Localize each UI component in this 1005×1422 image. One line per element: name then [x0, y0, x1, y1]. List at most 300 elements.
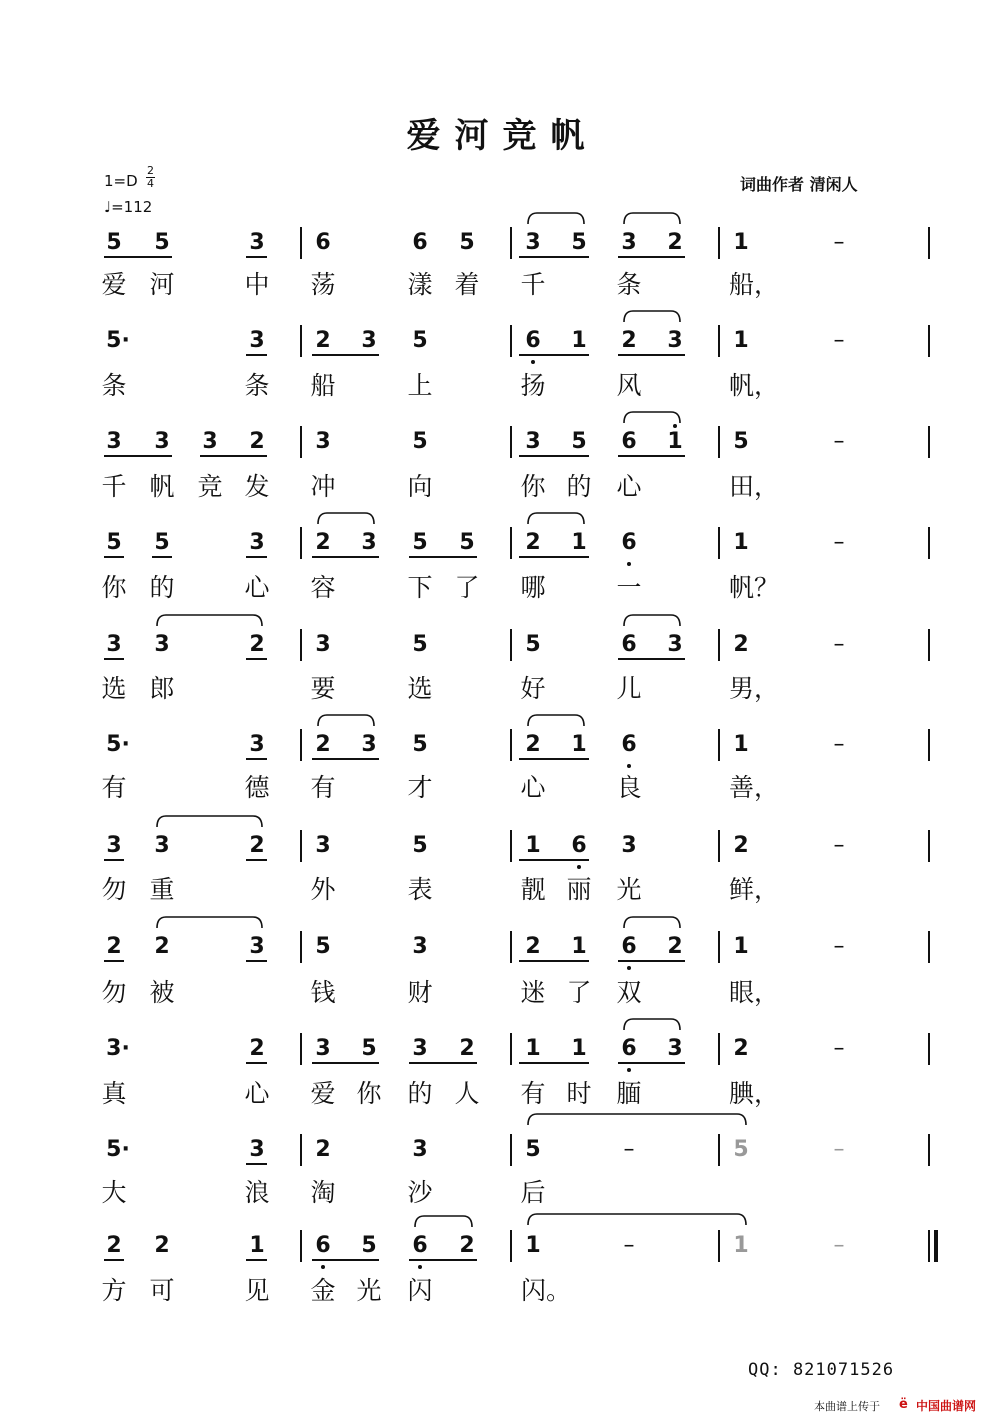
lyric-syllable: 后: [520, 1178, 546, 1207]
lyric-syllable: 儿: [616, 674, 642, 703]
beam-underline: [312, 1062, 379, 1064]
note: 5: [525, 632, 541, 657]
note: 2: [459, 1036, 475, 1061]
page-title: 爱河竞帆: [406, 116, 599, 156]
note: 3: [361, 732, 377, 757]
lyric-syllable: 腆，: [729, 1079, 780, 1108]
octave-dot-below: [627, 562, 631, 566]
lyric-syllable: 闪: [407, 1276, 433, 1305]
note: 5: [106, 230, 122, 255]
note: 2: [154, 934, 170, 959]
lyric-syllable: 善，: [729, 773, 780, 802]
beam-underline: [519, 256, 589, 258]
note: 2: [459, 1233, 475, 1258]
bar-line: [510, 1134, 512, 1166]
lyric-syllable: 要: [310, 674, 336, 703]
lyric-syllable: 上: [407, 371, 433, 400]
note: 2: [315, 732, 331, 757]
beam-underline: [104, 256, 172, 258]
note: 3: [412, 1036, 428, 1061]
note: 3: [315, 632, 331, 657]
beam-underline: [104, 556, 124, 558]
lyric-syllable: 的: [566, 472, 592, 501]
lyric-syllable: 选: [101, 674, 127, 703]
slur: [156, 915, 263, 929]
note: 2: [249, 833, 265, 858]
note: 1: [733, 530, 749, 555]
lyric-syllable: 勿: [101, 875, 127, 904]
note: 2: [733, 632, 749, 657]
bar-line: [510, 227, 512, 259]
site-logo-icon: ё: [899, 1397, 908, 1412]
slur: [317, 511, 375, 525]
lyric-syllable: 扬: [520, 371, 546, 400]
note: 3: [106, 632, 122, 657]
note: 6: [621, 632, 637, 657]
note: 1: [571, 1036, 587, 1061]
bar-line: [928, 1134, 930, 1166]
tempo-value: =112: [111, 198, 153, 216]
note: 5·: [106, 328, 130, 353]
note: 6: [621, 732, 637, 757]
slur: [527, 511, 585, 525]
lyric-syllable: 条: [244, 371, 270, 400]
note: 6: [412, 1233, 428, 1258]
lyric-syllable: 丽: [566, 875, 592, 904]
beam-underline: [246, 1259, 267, 1261]
lyric-syllable: 你: [520, 472, 546, 501]
note: 5: [412, 328, 428, 353]
lyric-syllable: 心: [616, 472, 642, 501]
note: 2: [106, 1233, 122, 1258]
beam-underline: [618, 354, 685, 356]
lyric-syllable: 见: [244, 1276, 270, 1305]
note: 5: [733, 429, 749, 454]
lyric-syllable: 金: [310, 1276, 336, 1305]
note: 3: [525, 230, 541, 255]
note: 5: [733, 1137, 749, 1162]
bar-line: [718, 729, 720, 761]
note: 5: [154, 530, 170, 555]
note: 3: [667, 632, 683, 657]
note: 5: [361, 1233, 377, 1258]
lyric-syllable: 有: [520, 1079, 546, 1108]
beam-underline: [519, 556, 589, 558]
octave-dot-below: [577, 865, 581, 869]
note: 1: [249, 1233, 265, 1258]
note: 5: [412, 530, 428, 555]
tie: [527, 1212, 747, 1226]
note: 1: [733, 328, 749, 353]
octave-dot-below: [531, 360, 535, 364]
site-logo-text: 中国曲谱网: [916, 1399, 977, 1413]
bar-line: [510, 1230, 512, 1262]
sustain-dash: –: [833, 732, 845, 757]
lyric-syllable: 财: [407, 978, 433, 1007]
bar-line: [718, 227, 720, 259]
lyric-syllable: 鲜，: [729, 875, 780, 904]
note: 1: [733, 732, 749, 757]
bar-line: [718, 629, 720, 661]
lyric-syllable: 漾: [407, 270, 433, 299]
note: 3: [249, 328, 265, 353]
bar-line: [718, 325, 720, 357]
lyric-syllable: 千: [520, 270, 546, 299]
note: 3: [412, 1137, 428, 1162]
bar-line: [928, 931, 930, 963]
note: 6: [621, 1036, 637, 1061]
slur: [527, 713, 585, 727]
lyric-syllable: 容: [310, 573, 336, 602]
lyric-syllable: 的: [149, 573, 175, 602]
bar-line: [928, 325, 930, 357]
bar-line: [928, 830, 930, 862]
lyric-syllable: 腼: [616, 1079, 642, 1108]
lyric-syllable: 光: [356, 1276, 382, 1305]
lyric-syllable: 靓: [520, 875, 546, 904]
beam-underline: [519, 859, 589, 861]
octave-dot-below: [321, 1265, 325, 1269]
beam-underline: [618, 256, 685, 258]
lyric-syllable: 一: [616, 573, 642, 602]
lyric-syllable: 中: [244, 270, 270, 299]
note: 1: [571, 934, 587, 959]
lyric-syllable: 双: [616, 978, 642, 1007]
beam-underline: [519, 1062, 589, 1064]
note: 2: [667, 934, 683, 959]
sustain-dash: –: [833, 632, 845, 657]
lyric-syllable: 淘: [310, 1178, 336, 1207]
note: 3: [106, 429, 122, 454]
bar-line: [300, 729, 302, 761]
note: 2: [525, 530, 541, 555]
note: 6: [315, 230, 331, 255]
beam-underline: [246, 256, 267, 258]
lyric-syllable: 才: [407, 773, 433, 802]
beam-underline: [618, 960, 685, 962]
lyric-syllable: 心: [244, 1079, 270, 1108]
note: 2: [249, 429, 265, 454]
bar-line: [928, 629, 930, 661]
note: 5: [361, 1036, 377, 1061]
slur: [623, 613, 681, 627]
tie: [527, 1112, 747, 1126]
slur: [623, 1017, 681, 1031]
note: 3: [249, 934, 265, 959]
beam-underline: [104, 1259, 124, 1261]
tempo-marking: [104, 198, 152, 216]
bar-line: [510, 629, 512, 661]
note: 5: [525, 1137, 541, 1162]
bar-line: [718, 931, 720, 963]
note: 2: [733, 1036, 749, 1061]
beam-underline: [409, 1259, 477, 1261]
note: 3·: [106, 1036, 130, 1061]
lyric-syllable: 德: [244, 773, 270, 802]
beam-underline: [200, 455, 267, 457]
note: 5: [412, 833, 428, 858]
beam-underline: [618, 455, 685, 457]
sustain-dash: –: [833, 934, 845, 959]
slur: [156, 613, 263, 627]
lyric-syllable: 条: [616, 270, 642, 299]
lyric-syllable: 爱: [101, 270, 127, 299]
note: 3: [621, 230, 637, 255]
bar-line: [300, 830, 302, 862]
lyric-syllable: 下: [407, 573, 433, 602]
lyric-syllable: 重: [149, 875, 175, 904]
note: 3: [249, 530, 265, 555]
sustain-dash: –: [833, 1233, 845, 1258]
note: 6: [571, 833, 587, 858]
slur: [623, 309, 681, 323]
note: 1: [667, 429, 683, 454]
note: 1: [525, 1233, 541, 1258]
bar-line: [300, 325, 302, 357]
note: 5: [459, 530, 475, 555]
lyric-syllable: 光: [616, 875, 642, 904]
lyric-syllable: 钱: [310, 978, 336, 1007]
beam-underline: [618, 658, 685, 660]
bar-line: [300, 931, 302, 963]
note: 3: [667, 328, 683, 353]
note: 2: [667, 230, 683, 255]
bar-line: [718, 426, 720, 458]
lyric-syllable: 男，: [729, 674, 780, 703]
bar-line: [300, 1033, 302, 1065]
lyric-syllable: 向: [407, 472, 433, 501]
bar-line: [300, 227, 302, 259]
lyric-syllable: 竞: [197, 472, 223, 501]
lyric-syllable: 帆？: [729, 573, 780, 602]
lyric-syllable: 船: [310, 371, 336, 400]
note: 1: [733, 230, 749, 255]
note: 6: [621, 530, 637, 555]
slur: [623, 211, 681, 225]
note: 1: [733, 1233, 749, 1258]
qq-contact: QQ: 821071526: [748, 1360, 895, 1380]
bar-line: [510, 426, 512, 458]
note: 2: [315, 328, 331, 353]
note: 6: [525, 328, 541, 353]
note: 5: [412, 732, 428, 757]
lyric-syllable: 心: [244, 573, 270, 602]
note: 2: [733, 833, 749, 858]
note: 1: [571, 328, 587, 353]
note: 5: [412, 429, 428, 454]
beam-underline: [519, 758, 589, 760]
note: 2: [315, 530, 331, 555]
note: 6: [621, 934, 637, 959]
lyric-syllable: 风: [616, 371, 642, 400]
beam-underline: [104, 455, 172, 457]
note: 5·: [106, 732, 130, 757]
beam-underline: [246, 960, 267, 962]
bar-line: [718, 1134, 720, 1166]
lyric-syllable: 千: [101, 472, 127, 501]
note: 2: [525, 732, 541, 757]
final-bar-line: [934, 1230, 938, 1262]
lyric-syllable: 发: [244, 472, 270, 501]
beam-underline: [312, 1259, 379, 1261]
note: 5: [154, 230, 170, 255]
octave-dot-below: [627, 966, 631, 970]
bar-line: [510, 325, 512, 357]
bar-line: [510, 527, 512, 559]
sustain-dash: –: [623, 1233, 635, 1258]
bar-line: [300, 1134, 302, 1166]
lyric-syllable: 被: [149, 978, 175, 1007]
note: 2: [249, 632, 265, 657]
bar-line: [718, 830, 720, 862]
lyric-syllable: 可: [149, 1276, 175, 1305]
lyric-syllable: 好: [520, 674, 546, 703]
lyric-syllable: 浪: [244, 1178, 270, 1207]
bar-line: [928, 227, 930, 259]
beam-underline: [246, 658, 267, 660]
lyric-syllable: 有: [310, 773, 336, 802]
note: 5: [571, 230, 587, 255]
bar-line: [510, 729, 512, 761]
bar-line: [928, 426, 930, 458]
lyric-syllable: 哪: [520, 573, 546, 602]
lyric-syllable: 闪。: [521, 1276, 572, 1305]
lyric-syllable: 外: [310, 875, 336, 904]
lyric-syllable: 大: [101, 1178, 127, 1207]
note: 2: [621, 328, 637, 353]
bar-line: [510, 931, 512, 963]
slur: [156, 814, 263, 828]
note: 3: [315, 833, 331, 858]
lyric-syllable: 心: [520, 773, 546, 802]
lyric-syllable: 了: [454, 573, 480, 602]
lyric-syllable: 沙: [407, 1178, 433, 1207]
note: 1: [571, 530, 587, 555]
lyric-syllable: 着: [454, 270, 480, 299]
beam-underline: [152, 556, 172, 558]
octave-dot-below: [627, 764, 631, 768]
lyric-syllable: 了: [566, 978, 592, 1007]
beam-underline: [519, 960, 589, 962]
time-signature-top: 2: [147, 164, 154, 177]
sustain-dash: –: [833, 328, 845, 353]
note: 1: [525, 833, 541, 858]
note: 3: [249, 732, 265, 757]
octave-dot-below: [627, 1068, 631, 1072]
time-signature: [146, 166, 155, 189]
note: 3: [525, 429, 541, 454]
beam-underline: [519, 354, 589, 356]
note: 2: [106, 934, 122, 959]
note: 2: [154, 1233, 170, 1258]
lyric-syllable: 条: [101, 371, 127, 400]
note: 3: [154, 429, 170, 454]
lyric-syllable: 你: [356, 1079, 382, 1108]
bar-line: [300, 426, 302, 458]
lyric-syllable: 迷: [520, 978, 546, 1007]
lyric-syllable: 冲: [310, 472, 336, 501]
note: 6: [315, 1233, 331, 1258]
slur: [317, 713, 375, 727]
beam-underline: [312, 556, 379, 558]
bar-line: [928, 1033, 930, 1065]
note: 5: [459, 230, 475, 255]
note: 2: [525, 934, 541, 959]
bar-line: [510, 1033, 512, 1065]
lyric-syllable: 眼，: [729, 978, 780, 1007]
note: 3: [154, 632, 170, 657]
note: 3: [315, 1036, 331, 1061]
note: 1: [571, 732, 587, 757]
sustain-dash: –: [833, 1137, 845, 1162]
note: 3: [315, 429, 331, 454]
lyric-syllable: 帆，: [729, 371, 780, 400]
slur: [527, 211, 585, 225]
beam-underline: [312, 758, 379, 760]
note: 3: [621, 833, 637, 858]
beam-underline: [519, 455, 589, 457]
lyric-syllable: 郎: [149, 674, 175, 703]
beam-underline: [246, 859, 267, 861]
lyric-syllable: 河: [149, 270, 175, 299]
note: 3: [249, 230, 265, 255]
note: 1: [733, 934, 749, 959]
bar-line: [510, 830, 512, 862]
note: 3: [361, 530, 377, 555]
note: 3: [202, 429, 218, 454]
note: 3: [412, 934, 428, 959]
sustain-dash: –: [833, 530, 845, 555]
sustain-dash: –: [833, 833, 845, 858]
lyric-syllable: 帆: [149, 472, 175, 501]
lyric-syllable: 荡: [310, 270, 336, 299]
bar-line: [300, 1230, 302, 1262]
lyric-syllable: 真: [101, 1079, 127, 1108]
lyric-syllable: 选: [407, 674, 433, 703]
quarter-note-icon: ♩: [104, 198, 112, 216]
note: 5: [571, 429, 587, 454]
note: 3: [154, 833, 170, 858]
bar-line: [300, 527, 302, 559]
note: 6: [412, 230, 428, 255]
beam-underline: [104, 859, 124, 861]
note: 6: [621, 429, 637, 454]
lyric-syllable: 有: [101, 773, 127, 802]
beam-underline: [246, 758, 267, 760]
bar-line: [718, 1230, 720, 1262]
beam-underline: [618, 1062, 685, 1064]
lyric-syllable: 勿: [101, 978, 127, 1007]
note: 3: [667, 1036, 683, 1061]
lyric-syllable: 田，: [729, 472, 780, 501]
lyric-syllable: 表: [407, 875, 433, 904]
lyric-syllable: 你: [101, 573, 127, 602]
slur: [623, 915, 681, 929]
beam-underline: [246, 1062, 267, 1064]
beam-underline: [409, 556, 477, 558]
note: 3: [361, 328, 377, 353]
beam-underline: [104, 960, 124, 962]
key-signature: 1=D: [104, 172, 138, 190]
time-signature-bottom: 4: [147, 177, 154, 190]
lyric-syllable: 船，: [729, 270, 780, 299]
beam-underline: [409, 1062, 477, 1064]
beam-underline: [246, 354, 267, 356]
slur: [414, 1214, 473, 1228]
beam-underline: [246, 556, 267, 558]
beam-underline: [104, 658, 124, 660]
lyric-syllable: 的: [407, 1079, 433, 1108]
